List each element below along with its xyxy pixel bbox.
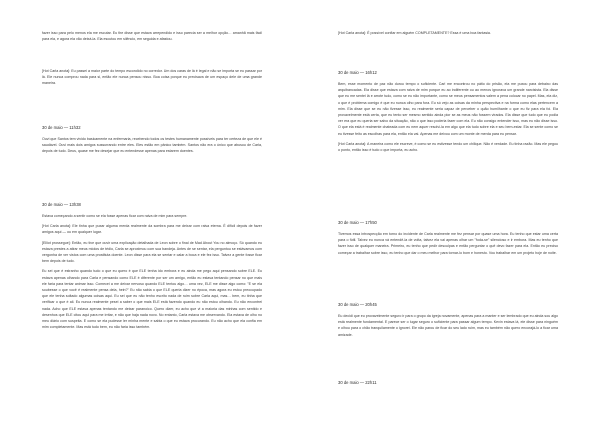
entry-date: 30 de maio — 16h12 [338, 70, 377, 75]
right-page [300, 0, 600, 424]
paragraph: fazer isso para pelo menos ela me escutar. Eu the disse que estava arrependido e isso parecia ser a melhor opção… amanhã mais fácil para ela, e agora ela vão deixá-la. Ela escutou em silêncio, em seguida e afastou. [42, 31, 262, 42]
diary-entry [42, 125, 262, 159]
entry-note [338, 30, 558, 40]
paragraph: [Elliot prossegue]: Então, eu tive que ouvir uma explicação detalhada de Leon sobre o final de Mad About You no almoço. Só quando eu estava prestes a atirar meus miolos de tédio, Carla se aproximou com sua bandeja. Antes de se sentar, ela perguntou se estávamos com vergonha de ver vistos com uma prostituta doente. Leon disse para ela se sentar e calar a boca e ele fez isso. Talvez a gente fosse ficar bem depois de tudo. [42, 240, 262, 264]
paragraph: Eu decidi que eu provavelmente seguro ir para o grupo da igreja novamente, apenas para a manter e ser lembrado que eu ainda sou algo está realmente fundamental. E parece ser o lugar seguro o suficiente para passar algum tempo. Kevin estava lá, ele disse para ninguém e olhou para o chão tranquilamente o ignorei. Ele não parou de ficar do seu lado ruim, mas eu também não quero encorajá-lo a ficar uma amizade. [338, 314, 558, 337]
entry-date: 30 de maio — 13h38 [42, 202, 81, 207]
paragraph: Eu sei que é estranho quando tudo o que eu quero é que ELE tenha ido embora e eu ainda me pego aqui pensando sobre ELE. Eu estava apenas olhando para Carla e pensando como ELE é diferente por ser um amigo, então eu estava tentando pensar no que mais ele faria para tentar animar isso. Comecei a me deixar nervoso quando ELE tentou algo… uma vez, ELE me disse algo como: "E se ela soubesse o que você é realmente pensa dela, hein?" Eu não sabia o que ELE queria dizer no época, mas agora eu estou preocupado que ele tenha soltado algumas coisas aqui. Eu sei que eu não tenho escrito nada de ruim sobre Carla aqui, mas… bem, eu tinha que verificar o que é ali. Eu nunca realmente pesei a saber o que mais ELE está fazendo quando eu não estou olhando. Eu não encontrei nada. Acho que ELE estava apenas tentando me deixar paranoico. Quero dizer, eu acho que vi a maioria das minhas com sentido e desenhos que ELE citou aqui para me irritar, e não que haja nada novo. No entanto, Carla estava me observando. Ela estava de olho no meu diário com suspeita. E como se ela pudesse ler minha mente e sabia o que eu estava procurando. Eu não acho que ela confia em mim completamente. Mas está tudo bem, eu não faria isso também. [42, 269, 262, 330]
carla-note: [Hot Carla anota]: Ele tinha que puxar alguma merda realmente da sombra para me deixar com raiva eterna. É difícil depois de fazer amigos aqui — ou em qualquer lugar. [42, 224, 262, 235]
diary-entry [338, 220, 558, 260]
paragraph: Ouvi que Santos tem vivido basicamente na enfermaria, recebendo todos os testes humanamente possíveis para ter certeza de que ele é saudável. Ouvi mais dois amigos sussurrando entre eles. Eles estão em pânico também. Santos não era o único que abusou de Carla, depois de tudo. Deus, quase me fez desejar que eu entendesse apenas para estarem doentes. [42, 137, 262, 154]
diary-entry [338, 302, 558, 342]
entry-date: 30 de maio — 20h45 [338, 302, 377, 307]
diary-entry [42, 202, 262, 334]
paragraph: Bem, esse momento de paz não durou tempo o suficiente. Carl me encontrou no pátio do prisão, ela me puxou para debaixo das arquibancadas. Ela disse que estava com raiva de mim porque eu ao indiferente ou ao menos ignorava um grande narcisista. Ela disse que eu me sentei lá e arrote tudo, como se eu não importante, como se meus pensamentos valem a pena colocar no papel. Mas, ela diz, o que é problema comigo é que eu nunca olho para fora. Eu só vejo as coisas da minha perspectiva e na forma como elas pertencem a mim. Ela disse que se eu não fizesse isso, eu realmente seria capaz de perceber o quão humilhante o que eu fiz para ela foi. Ela provavelmente está certa, que eu tento ser mesmo sentido ainda pior se as meus não fossem virados. Ela disse que tudo que eu podia ver era que eu queria ser salvo da situação, não o que isso poderia fazer com ela. Eu não consigo entender isso, mas eu não disse isso. O que ela está é realmente chateada com eu nem aquer resolvi-la em algo que ela tudo sobre ela e seu bem-estar. Ela se sente como se eu tivesse feito as escolhas para ela, então ela vai. Apenas me deixou com um monte de merda para eu pensar. [338, 82, 558, 136]
entry-date: 30 de maio — 22h11 [338, 380, 377, 385]
paragraph: Estava começando a sentir como se ela fosse apenas ficar com raiva de mim para sempre. [42, 214, 188, 218]
entry-intro [42, 30, 262, 46]
paragraph: Tivemos essa introspecção em torno do incidente de Carla realmente me fez pensar por quase uma hora. Eu tenho que estar uma certa para o fútil. Talvez eu nunca vá entendê-la de volta, talvez ela vai apenas olhar um "foda-se" silencioso e ir embora. Mas eu tenho que fazer isso de qualquer maneira. Primeiro, eu tenho que pedir desculpas e então perguntar o quê devo fazer para ela. Então eu preciso começar a trabalhar sobre isso, eu tenho que dar o meu melhor para tornar-lo bom e honesto. Vou trabalhar em um projeto hoje de noite. [338, 232, 558, 255]
entry-date: 30 de maio — 17h50 [338, 220, 377, 225]
diary-entry [338, 380, 558, 391]
carla-note: [Hot Carla anota]: É possível confiar em alguém COMPLETAMENTE? Essa é uma boa fantasia. [338, 31, 491, 35]
carla-note: [Hot Carla anota]: Eu passei a maior parte do tempo escondido no corredor. Um dos caras de lá é legal e não se importa se eu passar por lá. Ele nunca comprou nada para si, então ele nunca pensou nisso. Boa coisa porque eu precisava de um espaço dele de uma grande maneira. [42, 69, 262, 86]
entry-date: 30 de maio — 11h32 [42, 125, 81, 130]
carla-note: [Hot Carla anota]: A maneira como ele escreve, é como se eu estivesse tendo um chilique. Não é verdade. Eu tinha razão. Mas ele pegou o ponto, então isso é tudo o que importa, eu acho. [338, 141, 558, 153]
diary-entry [338, 70, 558, 157]
entry-note [42, 68, 262, 91]
